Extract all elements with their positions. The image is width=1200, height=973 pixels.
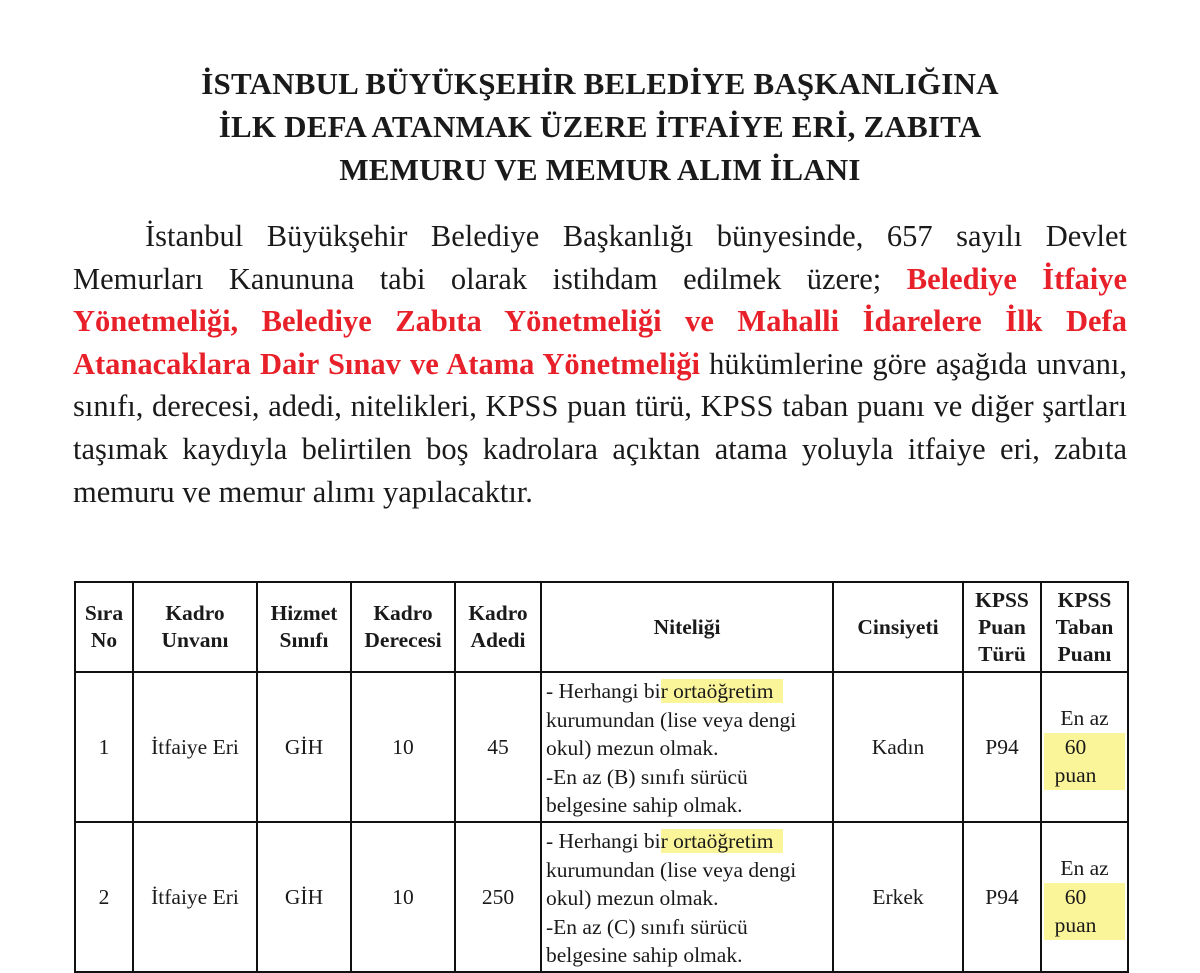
cell-puan-turu: P94 (963, 822, 1041, 972)
highlight-marker: r ortaöğretim (661, 829, 784, 853)
highlight-marker: r ortaöğretim (661, 679, 784, 703)
intro-text-start: İstanbul Büyükşehir Belediye Başkanlığı bünyesinde, 657 sayılı Devlet Memurları Kanununa tabi olarak istihdam edilmek üzere; (73, 219, 1127, 296)
cell-adet: 45 (455, 672, 541, 822)
header-kpss-taban-puani: KPSS Taban Puanı (1041, 582, 1128, 672)
document-title (0, 62, 1200, 191)
header-kpss-puan-turu: KPSS Puan Türü (963, 582, 1041, 672)
title-line: İLK DEFA ATANMAK ÜZERE İTFAİYE ERİ, ZABITA (218, 109, 982, 144)
highlight-marker: 60 puan (1044, 733, 1125, 790)
cell-nitelik: - Herhangi bir ortaöğretim kurumundan (lise veya dengi okul) mezun olmak. -En az (B) sınıfı sürücü belgesine sahip olmak. (541, 672, 833, 822)
regulation-names: Belediye İtfaiye Yönetmeliği, Belediye Zabıta Yönetmeliği ve Mahalli İdarelere İlk Defa Atanacaklara Dair Sınav ve Atama Yönetmeliği (73, 261, 1128, 381)
table-row (75, 672, 1128, 822)
cell-cinsiyet: Erkek (833, 822, 963, 972)
header-niteligi: Niteliği (541, 582, 833, 672)
cell-unvan: İtfaiye Eri (133, 672, 257, 822)
cell-sinif: GİH (257, 822, 351, 972)
cell-derece: 10 (351, 822, 455, 972)
cell-sinif: GİH (257, 672, 351, 822)
cell-nitelik: - Herhangi bir ortaöğretim kurumundan (lise veya dengi okul) mezun olmak. -En az (C) sınıfı sürücü belgesine sahip olmak. (541, 822, 833, 972)
title-line: İSTANBUL BÜYÜKŞEHİR BELEDİYE BAŞKANLIĞINA (201, 66, 999, 101)
cell-taban-puan: En az 60 puan (1041, 672, 1128, 822)
cell-taban-puan: En az 60 puan (1041, 822, 1128, 972)
header-sira-no: Sıra No (75, 582, 133, 672)
header-kadro-derecesi: Kadro Derecesi (351, 582, 455, 672)
cell-sira: 1 (75, 672, 133, 822)
cell-puan-turu: P94 (963, 672, 1041, 822)
intro-text-end: hükümlerine göre aşağıda unvanı, sınıfı, derecesi, adedi, nitelikleri, KPSS puan türü, KPSS taban puanı ve diğer şartları taşımak kaydıyla belirtilen boş kadrolara açıktan atama yoluyla itfaiye eri, zabıta memuru ve memur alımı yapılacaktır. (73, 346, 1127, 509)
cell-adet: 250 (455, 822, 541, 972)
table-row (75, 822, 1128, 972)
cell-derece: 10 (351, 672, 455, 822)
positions-table (74, 581, 1129, 973)
header-kadro-unvani: Kadro Unvanı (133, 582, 257, 672)
header-cinsiyeti: Cinsiyeti (833, 582, 963, 672)
cell-unvan: İtfaiye Eri (133, 822, 257, 972)
intro-paragraph (73, 215, 1127, 513)
highlight-marker: 60 puan (1044, 883, 1125, 940)
table-header-row (75, 582, 1128, 672)
header-kadro-adedi: Kadro Adedi (455, 582, 541, 672)
header-hizmet-sinifi: Hizmet Sınıfı (257, 582, 351, 672)
cell-cinsiyet: Kadın (833, 672, 963, 822)
title-line: MEMURU VE MEMUR ALIM İLANI (339, 152, 861, 187)
cell-sira: 2 (75, 822, 133, 972)
